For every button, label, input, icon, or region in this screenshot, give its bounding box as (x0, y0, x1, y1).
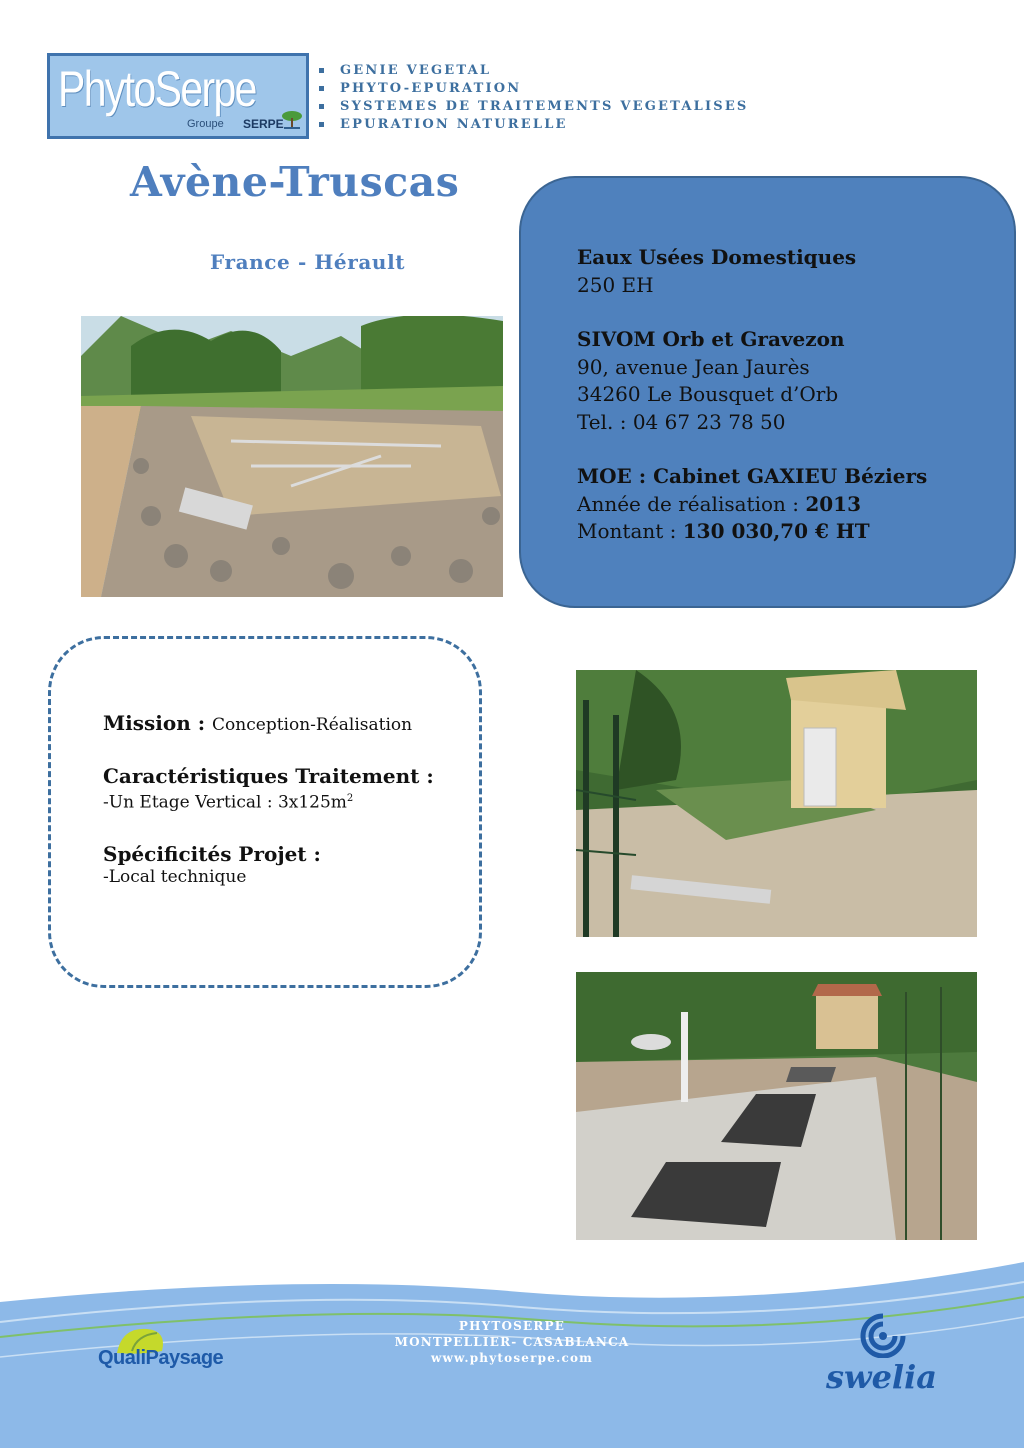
swelia-logo (826, 1312, 956, 1402)
specs-value: -Local technique (103, 866, 247, 887)
year-value: 2013 (805, 491, 862, 516)
moe-contractor: MOE : Cabinet GAXIEU Béziers (577, 464, 928, 488)
phytoserpe-logo (47, 53, 309, 139)
photo-technical-shed (576, 670, 977, 937)
amount-value: 130 030,70 € HT (682, 519, 870, 543)
project-title: Avène-Truscas (130, 158, 460, 206)
logo-wordmark: PhytoSerpe (58, 61, 256, 117)
taglines-list (318, 62, 749, 134)
wave-icon (858, 1312, 908, 1358)
logo-groupe-text: Groupe (187, 118, 224, 130)
capacity-value: 250 EH (577, 272, 654, 297)
amount-label: Montant : (577, 519, 683, 543)
tree-icon (281, 108, 303, 130)
year-line (577, 491, 1014, 519)
client-phone: Tel. : 04 67 23 78 50 (577, 409, 786, 434)
client-address-line2: 34260 Le Bousquet d’Orb (577, 382, 839, 406)
swelia-wordmark: swelia (826, 1358, 937, 1396)
year-label: Année de réalisation : (577, 491, 806, 516)
qualipaysage-wordmark: QualiPaysage (98, 1347, 224, 1369)
mission-box (48, 636, 482, 988)
logo-serpe-text: SERPE (243, 117, 284, 131)
treatment-value-line (103, 788, 479, 814)
footer-cities: MONTPELLIER- CASABLANCA (394, 1335, 630, 1349)
footer-website[interactable]: www.phytoserpe.com (430, 1351, 594, 1365)
mission-line (103, 711, 479, 736)
footer-company: PHYTOSERPE (458, 1319, 566, 1333)
treatment-superscript: 2 (346, 793, 354, 804)
treatment-value: -Un Etage Vertical : 3x125m (103, 792, 347, 813)
project-location: France - Hérault (210, 250, 406, 274)
wastewater-type: Eaux Usées Domestiques (577, 245, 857, 269)
qualipaysage-logo (92, 1325, 232, 1397)
specs-label: Spécificités Projet : (103, 841, 321, 866)
client-address-line1: 90, avenue Jean Jaurès (577, 354, 810, 379)
tagline-item: GENIE VEGETAL (318, 62, 749, 80)
amount-line (577, 518, 1014, 546)
mission-value: Conception-Réalisation (212, 715, 413, 735)
mission-label: Mission : (103, 711, 213, 735)
project-info-box (519, 176, 1016, 608)
tagline-item: PHYTO-EPURATION (318, 80, 749, 98)
treatment-label: Caractéristiques Traitement : (103, 764, 434, 788)
photo-filter-beds (81, 316, 503, 597)
tagline-item: EPURATION NATURELLE (318, 116, 749, 134)
client-name: SIVOM Orb et Gravezon (577, 327, 845, 351)
tagline-item: SYSTEMES DE TRAITEMENTS VEGETALISES (318, 98, 749, 116)
photo-concrete-slab (576, 972, 977, 1240)
